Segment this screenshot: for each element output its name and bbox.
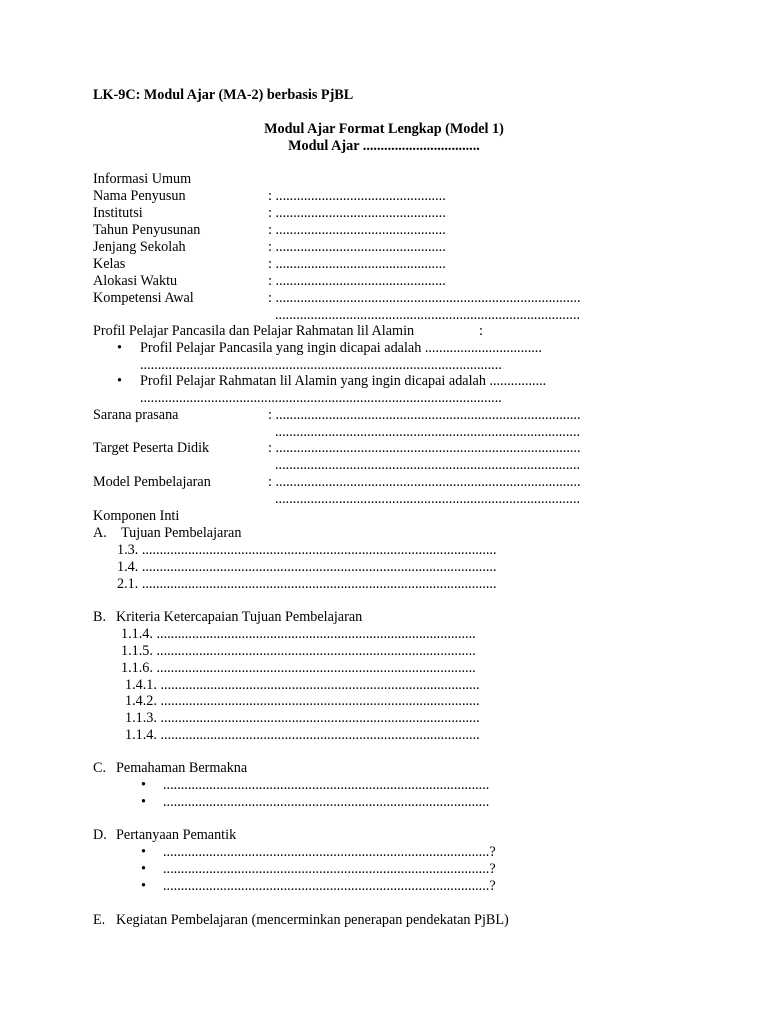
bullet-icon: •	[141, 794, 146, 810]
section-c-title: Pemahaman Bermakna	[116, 760, 248, 776]
field-value-kelas: : ................................................	[268, 256, 446, 272]
section-d-item: ............................................................................................?	[163, 878, 496, 894]
section-a-item: 1.3. ....................................................................................................	[117, 542, 497, 558]
field-value-kompetensi-awal-continued: ......................................................................................	[275, 307, 581, 323]
field-value-alokasi-waktu: : ................................................	[268, 273, 446, 289]
profil-bullet-rahmatan-continued: ......................................................................................................	[140, 390, 502, 406]
field-label-target-peserta-didik: Target Peserta Didik	[93, 440, 210, 456]
inti-heading: Komponen Inti	[93, 508, 180, 524]
profil-heading: Profil Pelajar Pancasila dan Pelajar Rahmatan lil Alamin	[93, 323, 415, 339]
section-b-item: 1.4.1. ..........................................................................................	[125, 677, 480, 693]
section-b-item: 1.1.4. ..........................................................................................	[121, 626, 476, 642]
field-label-kompetensi-awal: Kompetensi Awal	[93, 290, 194, 306]
bullet-icon: •	[117, 340, 122, 356]
field-value-model-pembelajaran: : ......................................................................................	[268, 474, 581, 490]
document-title: Modul Ajar Format Lengkap (Model 1)	[264, 121, 504, 137]
section-b-item: 1.1.4. ..........................................................................................	[125, 727, 480, 743]
section-e-title: Kegiatan Pembelajaran (mencerminkan penerapan pendekatan PjBL)	[116, 912, 509, 928]
section-a-marker: A.	[93, 525, 107, 541]
field-label-tahun-penyusunan: Tahun Penyusunan	[93, 222, 201, 238]
bullet-icon: •	[141, 861, 146, 877]
section-a-title: Tujuan Pembelajaran	[121, 525, 242, 541]
section-b-item: 1.1.6. ..........................................................................................	[121, 660, 476, 676]
field-value-target-peserta-didik-continued: ......................................................................................	[275, 457, 581, 473]
bullet-icon: •	[141, 844, 146, 860]
section-d-item: ............................................................................................?	[163, 844, 496, 860]
field-value-nama-penyusun: : ................................................	[268, 188, 446, 204]
field-label-nama-penyusun: Nama Penyusun	[93, 188, 186, 204]
section-a-item: 2.1. ....................................................................................................	[117, 576, 497, 592]
document-code-title: LK-9C: Modul Ajar (MA-2) berbasis PjBL	[93, 87, 354, 103]
field-value-kompetensi-awal: : ......................................................................................	[268, 290, 581, 306]
field-value-tahun-penyusunan: : ................................................	[268, 222, 446, 238]
bullet-icon: •	[141, 878, 146, 894]
field-value-target-peserta-didik: : ......................................................................................	[268, 440, 581, 456]
section-e-marker: E.	[93, 912, 106, 928]
field-value-model-pembelajaran-continued: ......................................................................................	[275, 491, 581, 507]
field-value-sarana-prasana-continued: ......................................................................................	[275, 424, 581, 440]
profil-colon: :	[479, 323, 483, 339]
section-c-item: ............................................................................................	[163, 794, 490, 810]
section-b-title: Kriteria Ketercapaian Tujuan Pembelajaran	[116, 609, 363, 625]
section-b-item: 1.4.2. ..........................................................................................	[125, 693, 480, 709]
field-label-sarana-prasana: Sarana prasana	[93, 407, 179, 423]
section-c-item: ............................................................................................	[163, 777, 490, 793]
document-subtitle: Modul Ajar .................................	[288, 138, 480, 154]
profil-bullet-pancasila-continued: ......................................................................................................	[140, 357, 502, 373]
section-b-marker: B.	[93, 609, 107, 625]
field-label-alokasi-waktu: Alokasi Waktu	[93, 273, 178, 289]
section-d-title: Pertanyaan Pemantik	[116, 827, 237, 843]
section-d-marker: D.	[93, 827, 107, 843]
section-c-marker: C.	[93, 760, 107, 776]
field-value-sarana-prasana: : ......................................................................................	[268, 407, 581, 423]
profil-bullet-rahmatan: Profil Pelajar Rahmatan lil Alamin yang ingin dicapai adalah ................	[140, 373, 547, 389]
section-d-item: ............................................................................................?	[163, 861, 496, 877]
section-b-item: 1.1.3. ..........................................................................................	[125, 710, 480, 726]
field-label-institusi: Institutsi	[93, 205, 143, 221]
field-label-jenjang-sekolah: Jenjang Sekolah	[93, 239, 186, 255]
field-value-jenjang-sekolah: : ................................................	[268, 239, 446, 255]
section-a-item: 1.4. ....................................................................................................	[117, 559, 497, 575]
field-value-institusi: : ................................................	[268, 205, 446, 221]
field-label-model-pembelajaran: Model Pembelajaran	[93, 474, 211, 490]
info-heading: Informasi Umum	[93, 171, 192, 187]
bullet-icon: •	[117, 373, 122, 389]
bullet-icon: •	[141, 777, 146, 793]
profil-bullet-pancasila: Profil Pelajar Pancasila yang ingin dicapai adalah .................................	[140, 340, 542, 356]
field-label-kelas: Kelas	[93, 256, 126, 272]
section-b-item: 1.1.5. ..........................................................................................	[121, 643, 476, 659]
